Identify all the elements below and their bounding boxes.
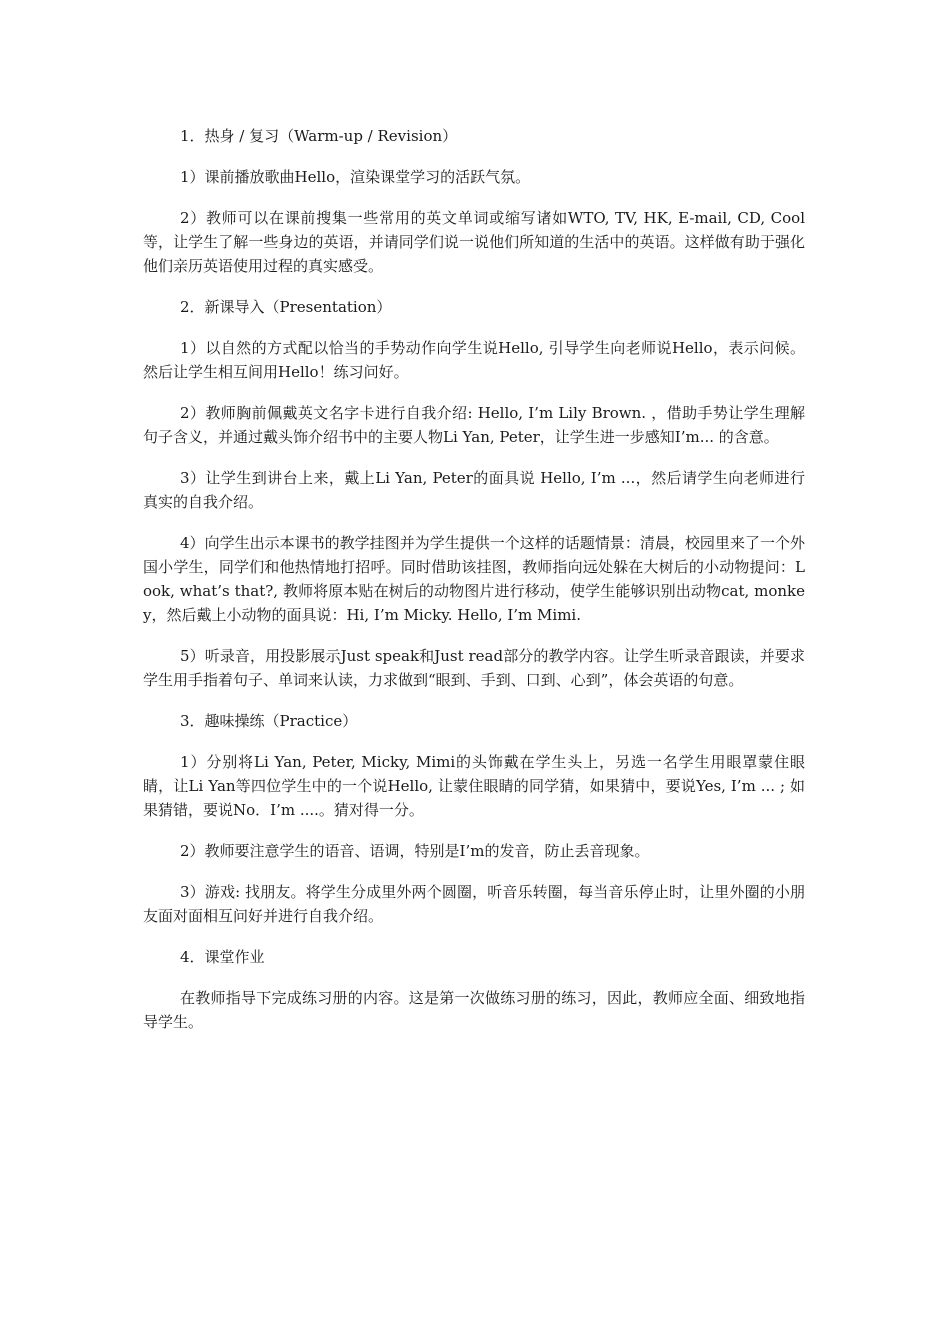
section-heading-homework: 4．课堂作业	[180, 948, 265, 966]
paragraph-presentation-2: 2）教师胸前佩戴英文名字卡进行自我介绍: Hello, I’m Lily Brown. ，借助手势让学生理解句子含义，并通过戴头饰介绍书中的主要人物Li Yan, Peter，让学生进一步感知I’m... 的含意。	[143, 404, 805, 446]
paragraph-practice-3: 3）游戏: 找朋友。将学生分成里外两个圆圈，听音乐转圈，每当音乐停止时，让里外圈的小朋友面对面相互问好并进行自我介绍。	[143, 883, 805, 925]
paragraph-homework: 在教师指导下完成练习册的内容。这是第一次做练习册的练习，因此，教师应全面、细致地指导学生。	[143, 989, 805, 1031]
section-heading-warmup: 1．热身 / 复习（Warm-up / Revision）	[180, 127, 458, 145]
section-heading-practice: 3．趣味操练（Practice）	[180, 712, 358, 730]
document-page	[143, 124, 805, 1051]
paragraph-warmup-2: 2）教师可以在课前搜集一些常用的英文单词或缩写诸如WTO, TV, HK, E-mail, CD, Cool等，让学生了解一些身边的英语，并请同学们说一说他们所知道的生活中的英语。这样做有助于强化他们亲历英语使用过程的真实感受。	[143, 209, 805, 275]
paragraph-warmup-1: 1）课前播放歌曲Hello，渲染课堂学习的活跃气氛。	[180, 168, 531, 186]
paragraph-presentation-4: 4）向学生出示本课书的教学挂图并为学生提供一个这样的话题情景：清晨，校园里来了一个外国小学生，同学们和他热情地打招呼。同时借助该挂图，教师指向远处躲在大树后的小动物提问：Look, what’s that?, 教师将原本贴在树后的动物图片进行移动，使学生能够识别出动物cat, monkey，然后戴上小动物的面具说：Hi, I’m Micky. Hello, I’m Mimi.	[143, 534, 805, 624]
section-heading-presentation: 2．新课导入（Presentation）	[180, 298, 392, 316]
paragraph-practice-2: 2）教师要注意学生的语音、语调，特别是I’m的发音，防止丢音现象。	[180, 842, 650, 860]
paragraph-presentation-5: 5）听录音，用投影展示Just speak和Just read部分的教学内容。让学生听录音跟读，并要求学生用手指着句子、单词来认读，力求做到“眼到、手到、口到、心到”，体会英语的句意。	[143, 647, 805, 689]
paragraph-presentation-3: 3）让学生到讲台上来，戴上Li Yan, Peter的面具说 Hello, I’m ...，然后请学生向老师进行真实的自我介绍。	[143, 469, 805, 511]
paragraph-practice-1: 1）分别将Li Yan, Peter, Micky, Mimi的头饰戴在学生头上，另选一名学生用眼罩蒙住眼睛，让Li Yan等四位学生中的一个说Hello, 让蒙住眼睛的同学猜，如果猜中，要说Yes, I’m ... ; 如果猜错，要说No．I’m ....。猜对得一分。	[143, 753, 805, 819]
paragraph-presentation-1: 1）以自然的方式配以恰当的手势动作向学生说Hello, 引导学生向老师说Hello，表示问候。然后让学生相互间用Hello！练习问好。	[143, 339, 805, 381]
